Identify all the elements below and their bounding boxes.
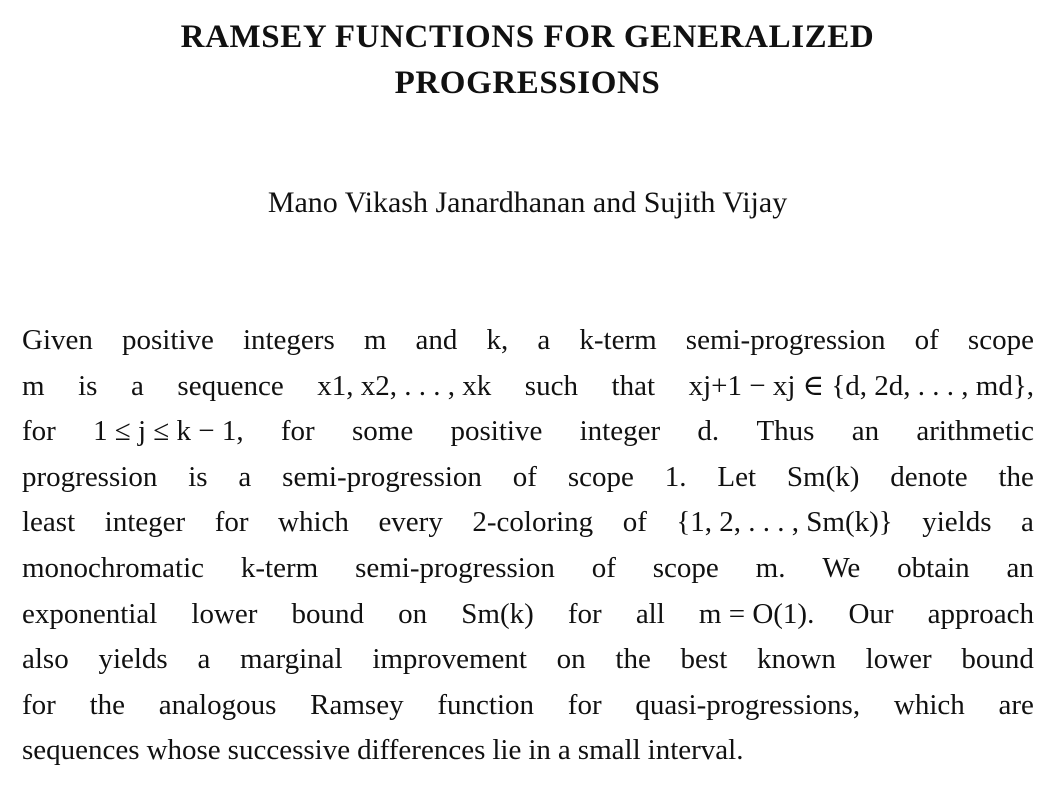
abstract-word: monochromatic [22, 551, 205, 584]
abstract-word: for [214, 506, 249, 539]
abstract-word: of [591, 551, 616, 584]
abstract-word: of [512, 460, 537, 493]
abstract-word: 1. [664, 460, 687, 493]
abstract-word: semi-progression [282, 460, 482, 493]
abstract-word: k, [486, 324, 509, 356]
abstract-word: function [437, 688, 535, 721]
abstract [22, 318, 1034, 774]
abstract-word: an [1006, 551, 1034, 584]
abstract-word: in [528, 734, 551, 767]
title-line-2: PROGRESSIONS [394, 65, 661, 101]
abstract-word: lower [191, 597, 258, 630]
abstract-word: known [756, 643, 836, 676]
abstract-word: scope [567, 460, 634, 493]
abstract-word: is [188, 460, 208, 493]
abstract-word: for [22, 415, 56, 448]
abstract-word: Thus [756, 415, 815, 448]
abstract-word: is [78, 369, 98, 402]
abstract-word: whose [146, 734, 221, 767]
abstract-line [22, 637, 1034, 683]
abstract-word: We [822, 551, 861, 584]
abstract-word: lie [492, 734, 522, 767]
abstract-word: on [556, 643, 586, 676]
abstract-word: integer [579, 415, 661, 448]
abstract-word: xj+1 − xj ∈ {d, 2d, . . . , md}, [688, 369, 1034, 402]
abstract-word: a [1021, 506, 1034, 539]
abstract-word: m [363, 324, 387, 356]
abstract-word: small [577, 734, 641, 767]
abstract-word: Ramsey [310, 688, 404, 721]
abstract-word: m. [755, 551, 786, 584]
abstract-word: 1 ≤ j ≤ k − 1, [93, 415, 244, 448]
abstract-word: a [197, 643, 211, 676]
abstract-word: progression [22, 460, 158, 493]
abstract-word: that [611, 369, 656, 402]
abstract-word: on [398, 597, 428, 630]
abstract-word: such [524, 369, 578, 402]
abstract-word: for [567, 597, 602, 630]
abstract-word: 2-coloring [472, 506, 594, 539]
abstract-word: Our [848, 597, 894, 630]
abstract-word: for [280, 415, 315, 448]
abstract-line [22, 409, 1034, 455]
abstract-word: are [998, 688, 1034, 721]
abstract-word: bound [961, 643, 1034, 676]
abstract-line [22, 546, 1034, 592]
abstract-word: exponential [22, 597, 158, 630]
abstract-word: k-term [579, 324, 657, 356]
abstract-line [22, 318, 1034, 364]
abstract-word: a [537, 324, 551, 356]
abstract-line [22, 592, 1034, 638]
abstract-word: obtain [897, 551, 970, 584]
abstract-word: x1, x2, . . . , xk [317, 369, 492, 402]
abstract-word: the [615, 643, 651, 676]
abstract-word: yields [98, 643, 168, 676]
abstract-word: k-term [240, 551, 319, 584]
abstract-word: positive [121, 324, 214, 356]
abstract-word: a [557, 734, 571, 767]
abstract-word: scope [967, 324, 1034, 356]
abstract-word: best [680, 643, 728, 676]
paper-title [0, 14, 1055, 106]
abstract-word: semi-progression [685, 324, 886, 356]
abstract-word: m = O(1). [698, 597, 815, 630]
abstract-word: an [851, 415, 880, 448]
abstract-word: for [567, 688, 602, 721]
abstract-line [22, 455, 1034, 501]
abstract-word: arithmetic [916, 415, 1034, 448]
abstract-word: Sm(k) [786, 460, 860, 493]
abstract-word: sequence [177, 369, 284, 402]
paper-authors: Mano Vikash Janardhanan and Sujith Vijay [267, 186, 788, 219]
abstract-word: Sm(k) [461, 597, 534, 630]
abstract-word: yields [922, 506, 992, 539]
abstract-word: which [278, 506, 349, 539]
abstract-word: of [914, 324, 939, 356]
abstract-word: Let [717, 460, 757, 493]
abstract-word: a [131, 369, 144, 402]
abstract-word: analogous [158, 688, 277, 721]
abstract-word: also [22, 643, 69, 676]
abstract-word: a [238, 460, 252, 493]
abstract-word: least [22, 506, 76, 539]
abstract-word: the [89, 688, 126, 721]
abstract-word: successive [227, 734, 351, 767]
abstract-line [22, 683, 1034, 729]
abstract-word: which [893, 688, 965, 721]
abstract-word: semi-progression [355, 551, 555, 584]
abstract-word: interval. [647, 734, 744, 767]
abstract-word: the [998, 460, 1034, 493]
title-line-1: RAMSEY FUNCTIONS FOR GENERALIZED [180, 19, 875, 55]
abstract-word: denote [890, 460, 968, 493]
abstract-word: d. [697, 415, 720, 448]
abstract-line [22, 364, 1034, 410]
abstract-word: and [415, 324, 458, 356]
abstract-word: improvement [372, 643, 527, 676]
abstract-word: integer [104, 506, 186, 539]
abstract-word: scope [652, 551, 719, 584]
abstract-word: m [22, 369, 45, 402]
abstract-word: marginal [240, 643, 343, 676]
abstract-word: every [378, 506, 443, 539]
abstract-line [22, 500, 1034, 546]
abstract-line [22, 728, 1034, 774]
abstract-word: sequences [22, 734, 140, 767]
abstract-word: all [635, 597, 665, 630]
abstract-word: for [22, 688, 56, 721]
abstract-word: {1, 2, . . . , Sm(k)} [676, 506, 893, 539]
abstract-word: some [352, 415, 414, 448]
abstract-word: integers [242, 324, 335, 356]
abstract-word: approach [927, 597, 1034, 630]
abstract-word: lower [865, 643, 932, 676]
abstract-word: quasi-progressions, [635, 688, 861, 721]
abstract-word: positive [450, 415, 543, 448]
abstract-word: bound [291, 597, 365, 630]
abstract-word: Given [22, 324, 93, 356]
abstract-word: differences [357, 734, 486, 767]
abstract-word: of [622, 506, 647, 539]
